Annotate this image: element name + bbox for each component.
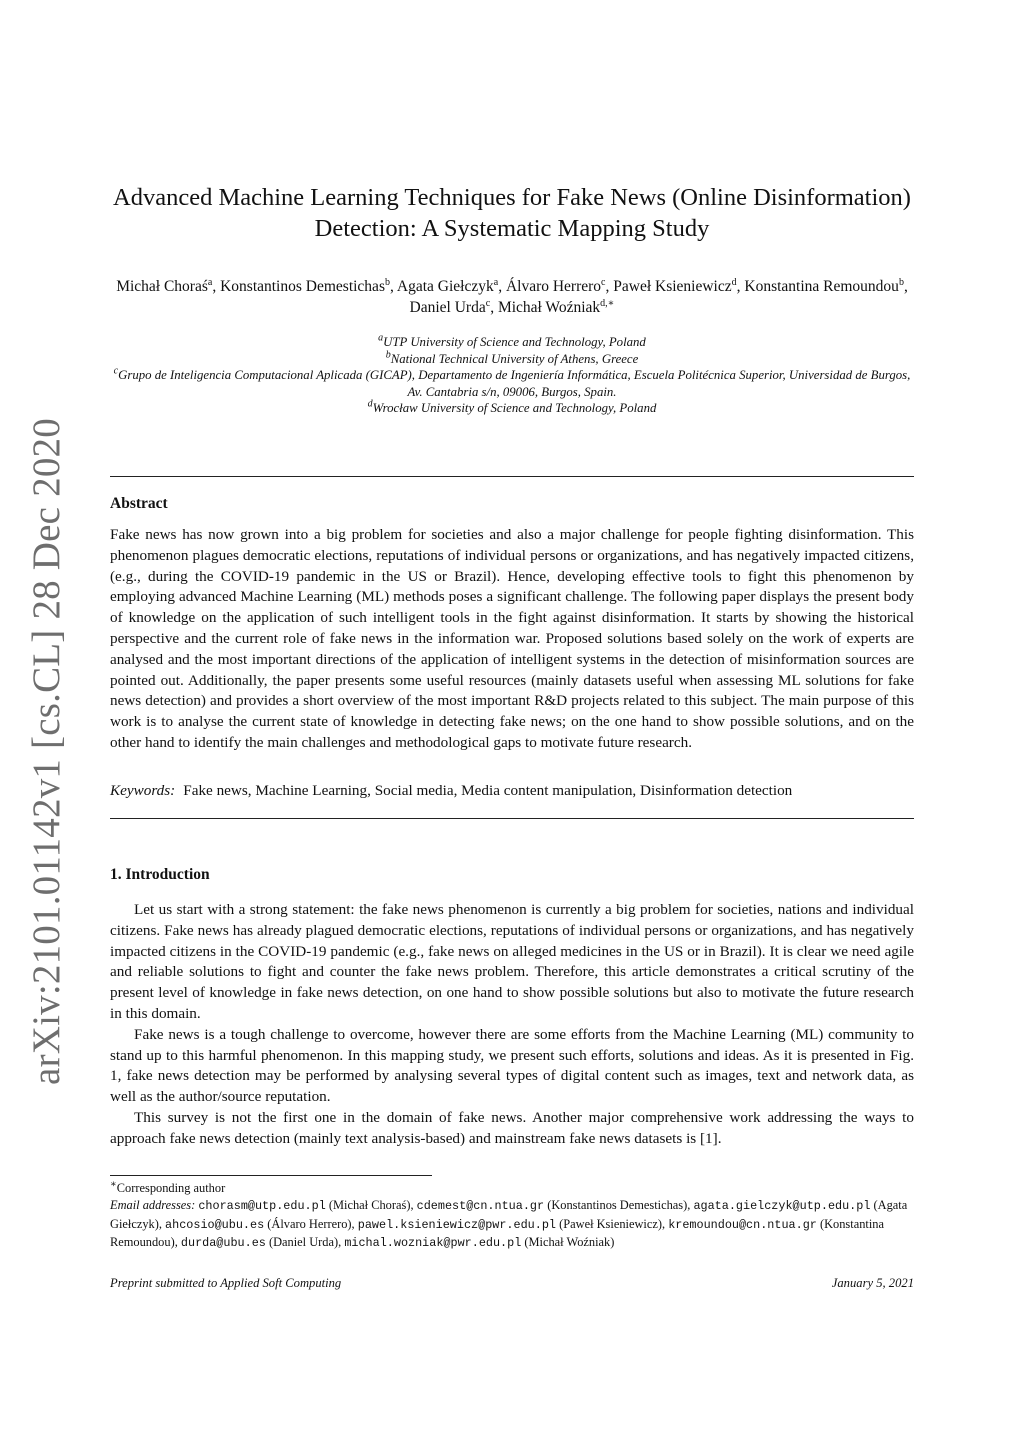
abstract-heading: Abstract: [110, 495, 168, 512]
introduction-heading: 1. Introduction: [110, 866, 210, 883]
email-addresses: Email addresses: chorasm@utp.edu.pl (Michał Choraś), cdemest@cn.ntua.gr (Konstantinos Demestichas), agata.gielczyk@utp.edu.pl (Agata Giełczyk), ahcosio@ubu.es (Álvaro Herrero), pawel.ksieniewicz@pwr.edu.pl (Paweł Ksieniewicz), kremoundou@cn.ntua.gr (Konstantina Remoundou), durda@ubu.es (Daniel Urda), michal.wozniak@pwr.edu.pl (Michał Woźniak): [110, 1198, 908, 1251]
page-footer: [110, 1276, 914, 1291]
footnotes: [110, 1180, 914, 1253]
email-link[interactable]: cdemest@cn.ntua.gr: [416, 1199, 545, 1214]
author: Konstantinos Demestichas$^b$,: [220, 276, 397, 295]
email-link[interactable]: michal.wozniak@pwr.edu.pl: [344, 1236, 522, 1251]
arxiv-identifier: arXiv:2101.01142v1 [cs.CL] 28 Dec 2020: [24, 417, 68, 1085]
email-label: Email addresses:: [110, 1198, 196, 1213]
abstract-body: [110, 525, 914, 754]
paragraph: Fake news is a tough challenge to overcome, however there are some efforts from the Machine Learning (ML) community to stand up to this harmful phenomenon. In this mapping study, we present such efforts, solutions and ideas. As it is presented in Fig. 1, fake news detection may be performed by analysing several types of digital content such as images, text and network data, as well as the author/source reputation.: [110, 1025, 914, 1106]
corresponding-author-note: ∗Corresponding author: [110, 1178, 226, 1195]
footnote-rule: [110, 1175, 432, 1176]
author: Agata Giełczyk$^a$,: [396, 276, 506, 295]
introduction-body: [110, 900, 914, 1150]
abstract-bottom-rule: [110, 818, 914, 819]
email-link[interactable]: agata.gielczyk@utp.edu.pl: [693, 1199, 871, 1214]
abstract-top-rule: [110, 476, 914, 477]
email-link[interactable]: pawel.ksieniewicz@pwr.edu.pl: [357, 1217, 556, 1232]
keywords: [110, 782, 914, 800]
paragraph: Let us start with a strong statement: the fake news phenomenon is currently a big problem for societies, nations and individual citizens. Fake news has already plagued democratic elections, reputations of individual persons or organizations, and has negatively impacted citizens in the COVID-19 pandemic (e.g., fake news on alleged medicines in the US or in Brazil). It is clear we need agile and reliable solutions to fight and counter the fake news problem. Therefore, this article demonstrates a critical scrutiny of the present level of knowledge in fake news detection, on one hand to show possible solutions but also to motivate the future research in this domain.: [110, 901, 914, 1022]
affiliation: $^c$Grupo de Inteligencia Computacional Aplicada (GICAP), Departamento de Ingeniería Informática, Escuela Politécnica Superior, Universidad de Burgos, Av. Cantabria s/n, 09006, Burgos, Spain.: [113, 365, 911, 399]
arxiv-sidebar-stamp: [22, 417, 70, 1085]
author: Daniel Urda$^c$,: [409, 297, 498, 316]
author: Michał Choraś$^a$,: [116, 276, 221, 295]
author: Paweł Ksieniewicz$^d$,: [613, 276, 745, 295]
author: Álvaro Herrero$^c$,: [505, 276, 614, 295]
paper-title: [110, 182, 914, 244]
author-list: [110, 276, 914, 318]
abstract-text: Fake news has now grown into a big problem for societies and also a major challenge for people fighting disinformation. This phenomenon plagues democratic elections, reputations of individual persons or organizations, and has negatively impacted citizens, (e.g., during the COVID-19 pandemic in the US or Brazil). Hence, developing effective tools to fight this phenomenon by employing advanced Machine Learning (ML) methods poses a significant challenge. The following paper displays the present body of knowledge on the application of such intelligent tools in the fight against disinformation. It starts by showing the historical perspective and the current role of fake news in the information war. Proposed solutions based solely on the work of experts are analysed and the most important directions of the application of intelligent systems in the detection of misinformation sources are pointed out. Additionally, the paper presents some useful resources (mainly datasets useful when assessing ML solutions for fake news detection) and provides a short overview of the most important R&D projects related to this subject. The main purpose of this work is to analyse the current state of knowledge in detecting fake news; on the one hand to show possible solutions, and on the other hand to identify the main challenges and methodological gaps to motivate future research.: [110, 526, 914, 751]
email-link[interactable]: ahcosio@ubu.es: [165, 1217, 265, 1232]
preprint-note: Preprint submitted to Applied Soft Computing: [110, 1276, 342, 1290]
email-link[interactable]: kremoundou@cn.ntua.gr: [668, 1217, 817, 1232]
author: Konstantina Remoundou$^b$,: [744, 276, 908, 295]
preprint-date: January 5, 2021: [831, 1276, 914, 1290]
paragraph: This survey is not the first one in the domain of fake news. Another major comprehensive work addressing the ways to approach fake news detection (mainly text analysis-based) and mainstream fake news datasets is [1].: [110, 1108, 914, 1147]
keywords-label: Keywords:: [110, 782, 176, 799]
affiliation: $^b$National Technical University of Athens, Greece: [385, 349, 639, 366]
email-link[interactable]: chorasm@utp.edu.pl: [198, 1199, 326, 1214]
email-link[interactable]: durda@ubu.es: [180, 1236, 266, 1251]
author: Michał Woźniak$^{d,∗}$: [497, 297, 615, 316]
affiliation: $^d$Wrocław University of Science and Technology, Poland: [367, 399, 657, 416]
affiliation-list: [110, 334, 914, 417]
paper-title-line-2: Detection: A Systematic Mapping Study: [314, 215, 710, 242]
affiliation: $^a$UTP University of Science and Technology, Poland: [378, 332, 646, 349]
paper-title-line-1: Advanced Machine Learning Techniques for Fake News (Online Disinformation): [113, 184, 911, 211]
keywords-text: Fake news, Machine Learning, Social media, Media content manipulation, Disinformation detection: [183, 782, 793, 799]
